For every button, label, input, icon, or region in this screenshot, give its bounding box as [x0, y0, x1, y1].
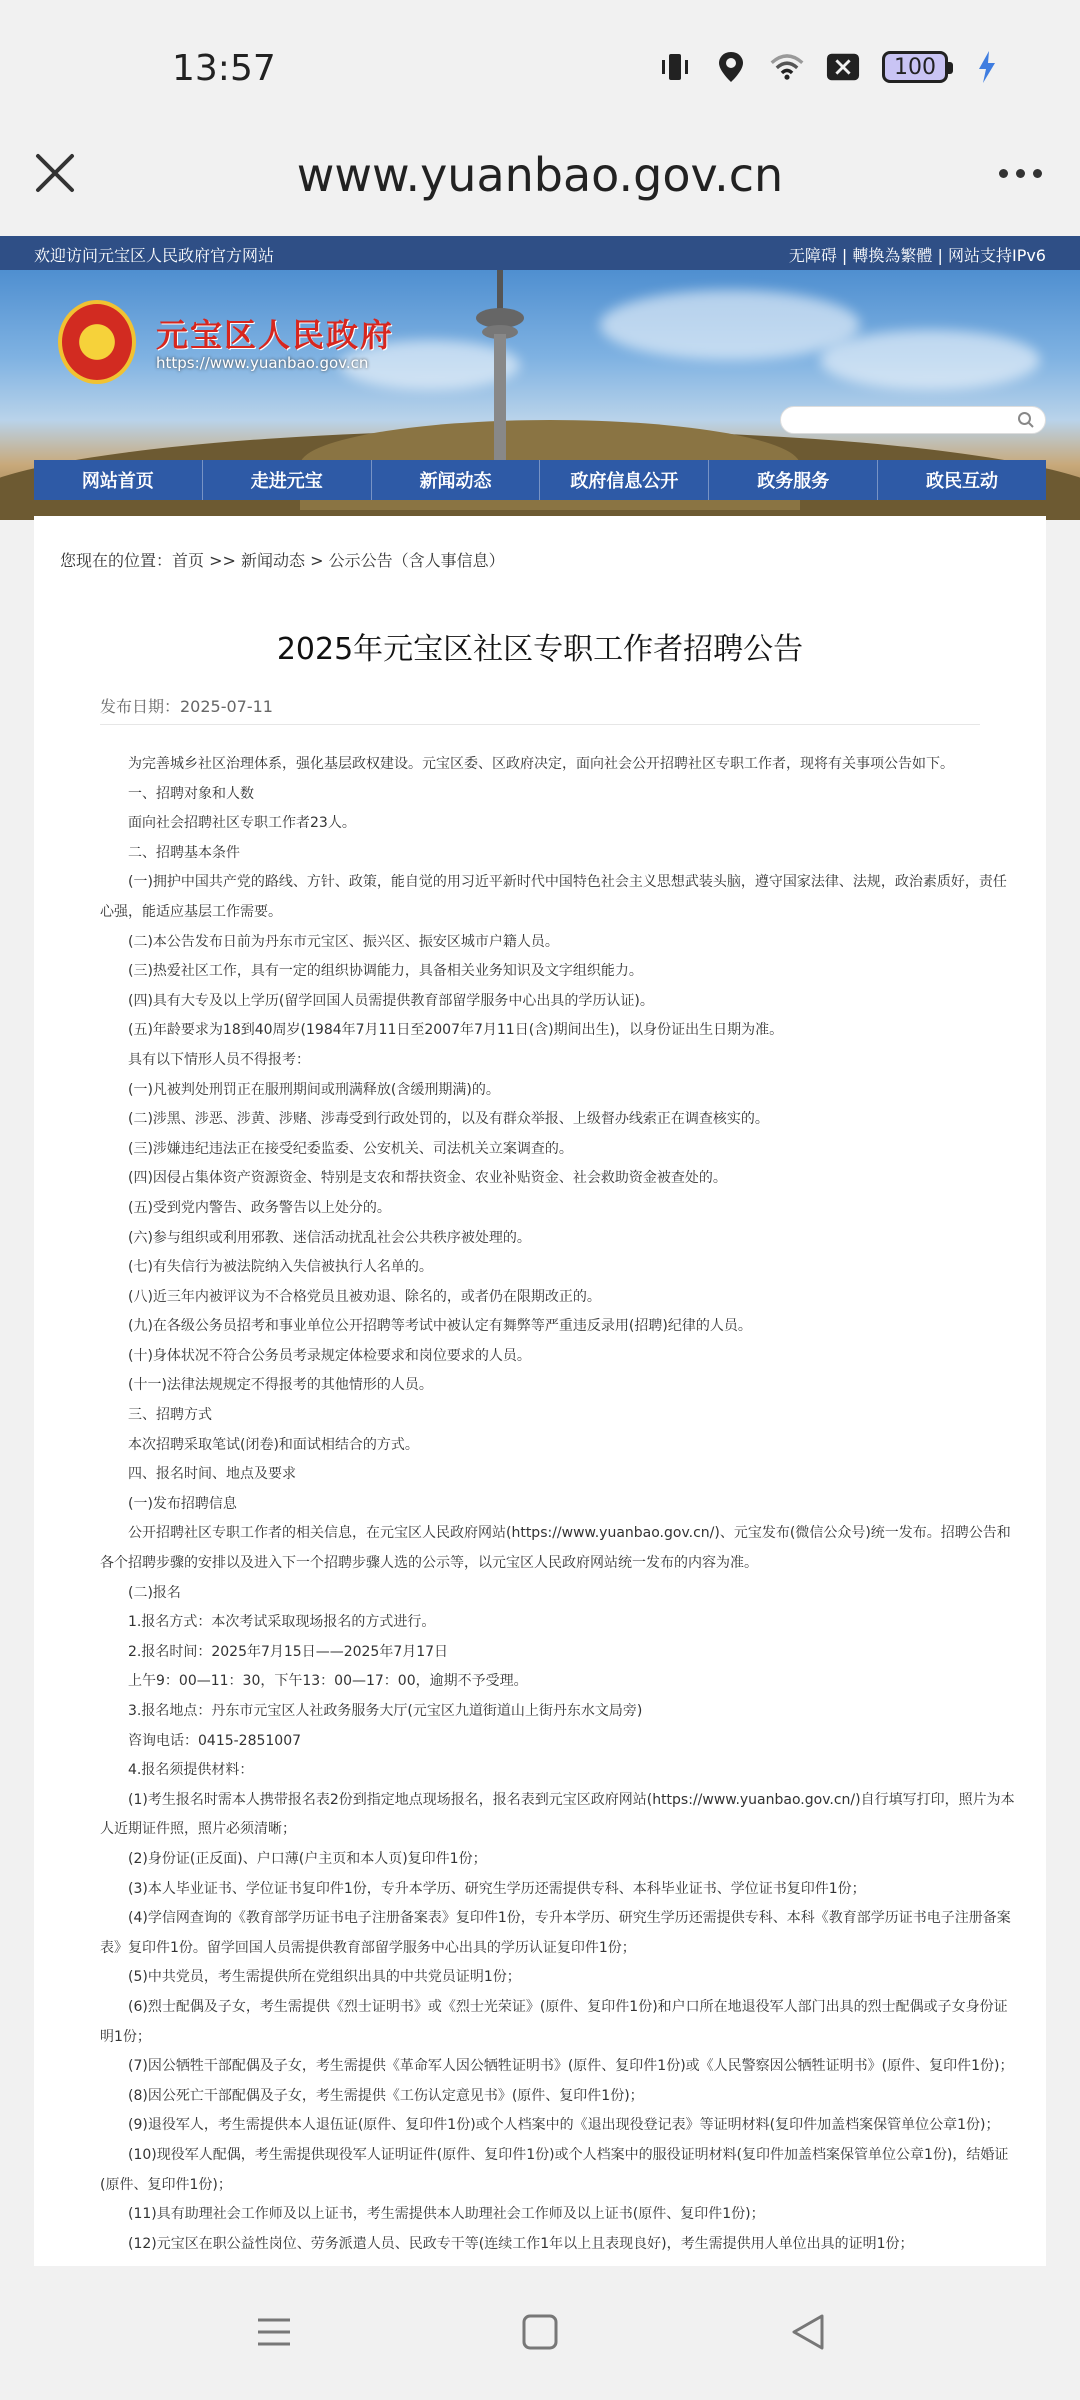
article-paragraph: (六)参与组织或利用邪教、迷信活动扰乱社会公共秩序被处理的。 — [128, 1229, 531, 1246]
nav-item-news[interactable]: 新闻动态 — [372, 460, 541, 500]
site-url-text: https://www.yuanbao.gov.cn — [156, 354, 369, 372]
article-paragraph: 本次招聘采取笔试(闭卷)和面试相结合的方式。 — [128, 1436, 419, 1453]
home-button[interactable] — [516, 2308, 564, 2356]
article-paragraph: 三、招聘方式 — [128, 1407, 212, 1424]
breadcrumb[interactable]: 您现在的位置：首页 >> 新闻动态 > 公示公告（含人事信息） — [60, 551, 505, 570]
article-body — [100, 750, 1016, 2259]
home-icon — [516, 2308, 564, 2356]
nav-item-about[interactable]: 走进元宝 — [203, 460, 372, 500]
back-icon — [784, 2308, 832, 2356]
article-paragraph: 具有以下情形人员不得报考： — [128, 1051, 310, 1068]
article-paragraph: (4)学信网查询的《教育部学历证书电子注册备案表》复印件1份，专升本学历、研究生学历还需提供专科、本科《教育部学历证书电子注册备案表》复印件1份。留学回国人员需提供教育部留学服务中心出具的学历认证复印件1份； — [100, 1910, 1011, 1956]
article-paragraph: (二)本公告发布日前为丹东市元宝区、振兴区、振安区城市户籍人员。 — [128, 933, 559, 950]
status-bar — [0, 0, 1080, 130]
charging-icon — [970, 50, 1004, 84]
site-top-strip — [0, 236, 1080, 270]
article-paragraph: (四)具有大专及以上学历(留学回国人员需提供教育部留学服务中心出具的学历认证)。 — [128, 992, 654, 1009]
search-icon[interactable] — [1017, 411, 1035, 429]
article-paragraph: (一)凡被判处刑罚正在服刑期间或刑满释放(含缓刑期满)的。 — [128, 1081, 500, 1098]
location-icon — [714, 50, 748, 84]
article-paragraph: (7)因公牺牲干部配偶及子女，考生需提供《革命军人因公牺牲证明书》(原件、复印件1份)或《人民警察因公牺牲证明书》(原件、复印件1份)； — [128, 2058, 1014, 2075]
article-paragraph: (6)烈士配偶及子女，考生需提供《烈士证明书》或《烈士光荣证》(原件、复印件1份)和户口所在地退役军人部门出具的烈士配偶或子女身份证明1份； — [100, 1998, 1008, 2045]
article-paragraph: (三)热爱社区工作，具有一定的组织协调能力，具备相关业务知识及文字组织能力。 — [128, 963, 643, 980]
article-paragraph: (3)本人毕业证书、学位证书复印件1份，专升本学历、研究生学历还需提供专科、本科毕业证书、学位证书复印件1份； — [128, 1880, 866, 1897]
system-navigation-bar — [0, 2266, 1080, 2400]
article-title: 2025年元宝区社区专职工作者招聘公告 — [276, 632, 804, 667]
more-icon — [999, 169, 1008, 178]
site-search-input[interactable] — [780, 406, 1046, 434]
main-nav — [34, 460, 1046, 500]
article-paragraph: 1.报名方式：本次考试采取现场报名的方式进行。 — [128, 1614, 436, 1631]
wifi-icon — [770, 50, 804, 84]
article-paragraph: (八)近三年内被评议为不合格党员且被劝退、除名的，或者仍在限期改正的。 — [128, 1288, 601, 1305]
article-paragraph: (五)受到党内警告、政务警告以上处分的。 — [128, 1199, 391, 1216]
article-paragraph: (9)退役军人，考生需提供本人退伍证(原件、复印件1份)或个人档案中的《退出现役登记表》等证明材料(复印件加盖档案保管单位公章1份)； — [128, 2117, 1000, 2134]
article-paragraph: 3.报名地点：丹东市元宝区人社政务服务大厅(元宝区九道街道山上街丹东水文局旁) — [128, 1703, 643, 1719]
nav-item-interaction[interactable]: 政民互动 — [926, 471, 999, 492]
article-paragraph: (二)涉黑、涉恶、涉黄、涉赌、涉毒受到行政处罚的，以及有群众举报、上级督办线索正在调查核实的。 — [128, 1111, 769, 1128]
article-paragraph: (四)因侵占集体资产资源资金、特别是支农和帮扶资金、农业补贴资金、社会救助资金被查处的。 — [128, 1170, 727, 1187]
article-paragraph: (七)有失信行为被法院纳入失信被执行人名单的。 — [128, 1259, 433, 1276]
browser-toolbar — [0, 130, 1080, 236]
article-paragraph: 2.报名时间：2025年7月15日——2025年7月17日 — [128, 1643, 449, 1660]
article-paragraph: (1)考生报名时需本人携带报名表2份到指定地点现场报名，报名表到元宝区政府网站(https://www.yuanbao.gov.cn/)自行填写打印，照片为本人近期证件照，照片必须清晰； — [100, 1791, 1015, 1838]
vibrate-icon — [658, 50, 692, 84]
article-paragraph: (二)报名 — [128, 1584, 181, 1601]
back-button[interactable] — [784, 2308, 832, 2356]
national-emblem-logo — [58, 300, 136, 384]
article-paragraph: 四、报名时间、地点及要求 — [128, 1466, 296, 1483]
status-time: 13:57 — [172, 48, 276, 89]
article-paragraph: 二、招聘基本条件 — [128, 844, 240, 861]
nav-item-home[interactable]: 网站首页 — [34, 460, 203, 500]
article-paragraph: (10)现役军人配偶，考生需提供现役军人证明证件(原件、复印件1份)或个人档案中的服役证明材料(复印件加盖档案保管单位公章1份)，结婚证(原件、复印件1份)； — [100, 2146, 1009, 2193]
article-paragraph: (2)身份证(正反面)、户口薄(户主页和本人页)复印件1份； — [128, 1850, 487, 1867]
article-paragraph: (九)在各级公务员招考和事业单位公开招聘等考试中被认定有舞弊等严重违反录用(招聘)纪律的人员。 — [128, 1318, 752, 1335]
article-paragraph: (一)发布招聘信息 — [128, 1495, 237, 1512]
tower-image — [470, 270, 530, 470]
article-paragraph: 为完善城乡社区治理体系，强化基层政权建设。元宝区委、区政府决定，面向社会公开招聘社区专职工作者，现将有关事项公告如下。 — [128, 756, 954, 772]
address-bar[interactable]: www.yuanbao.gov.cn — [296, 148, 784, 202]
article-paragraph: 上午9：00—11：30，下午13：00—17：00，逾期不予受理。 — [128, 1673, 528, 1690]
article-paragraph: (5)中共党员，考生需提供所在党组织出具的中共党员证明1份； — [128, 1969, 521, 1986]
article-paragraph: (三)涉嫌违纪违法正在接受纪委监委、公安机关、司法机关立案调查的。 — [128, 1140, 573, 1157]
article-paragraph: 4.报名须提供材料： — [128, 1762, 254, 1779]
article-paragraph: (五)年龄要求为18到40周岁(1984年7月11日至2007年7月11日(含)期间出生)，以身份证出生日期为准。 — [128, 1022, 784, 1039]
divider — [100, 724, 980, 725]
article-paragraph: 一、招聘对象和人数 — [128, 785, 254, 802]
menu-button[interactable] — [250, 2308, 298, 2356]
article-paragraph: (十)身体状况不符合公务员考录规定体检要求和岗位要求的人员。 — [128, 1347, 531, 1364]
x-icon — [826, 50, 860, 84]
site-name: 元宝区人民政府 — [156, 316, 395, 354]
article-paragraph: (11)具有助理社会工作师及以上证书，考生需提供本人助理社会工作师及以上证书(原件、复印件1份)； — [128, 2206, 765, 2223]
publish-date: 发布日期：2025-07-11 — [100, 697, 273, 716]
status-icons — [658, 50, 1004, 84]
battery-indicator: 100 — [882, 51, 948, 83]
article-paragraph: (8)因公死亡干部配偶及子女，考生需提供《工伤认定意见书》(原件、复印件1份)； — [128, 2087, 644, 2104]
article-container — [34, 516, 1046, 2266]
article-paragraph: 公开招聘社区专职工作者的相关信息，在元宝区人民政府网站(https://www.yuanbao.gov.cn/)、元宝发布(微信公众号)统一发布。招聘公告和各个招聘步骤的安排以及进入下一个招聘步骤人选的公示等，以元宝区人民政府网站统一发布的内容为准。 — [100, 1525, 1011, 1572]
more-options-button[interactable] — [990, 150, 1050, 196]
nav-item-services[interactable]: 政务服务 — [709, 460, 878, 500]
article-paragraph: (12)元宝区在职公益性岗位、劳务派遣人员、民政专干等(连续工作1年以上且表现良好)，考生需提供用人单位出具的证明1份； — [128, 2235, 914, 2252]
welcome-text: 欢迎访问元宝区人民政府官方网站 — [34, 246, 275, 265]
article-paragraph: (一)拥护中国共产党的路线、方针、政策，能自觉的用习近平新时代中国特色社会主义思想武装头脑，遵守国家法律、法规，政治素质好，责任心强，能适应基层工作需要。 — [100, 874, 1007, 920]
article-paragraph: 面向社会招聘社区专职工作者23人。 — [128, 815, 356, 832]
menu-icon — [250, 2308, 298, 2356]
nav-item-info-disclosure[interactable]: 政府信息公开 — [540, 460, 709, 500]
accessibility-links[interactable]: 无障碍 | 轉換為繁體 | 网站支持IPv6 — [788, 246, 1046, 265]
article-paragraph: (十一)法律法规规定不得报考的其他情形的人员。 — [128, 1377, 433, 1394]
article-paragraph: 咨询电话：0415-2851007 — [128, 1732, 302, 1749]
